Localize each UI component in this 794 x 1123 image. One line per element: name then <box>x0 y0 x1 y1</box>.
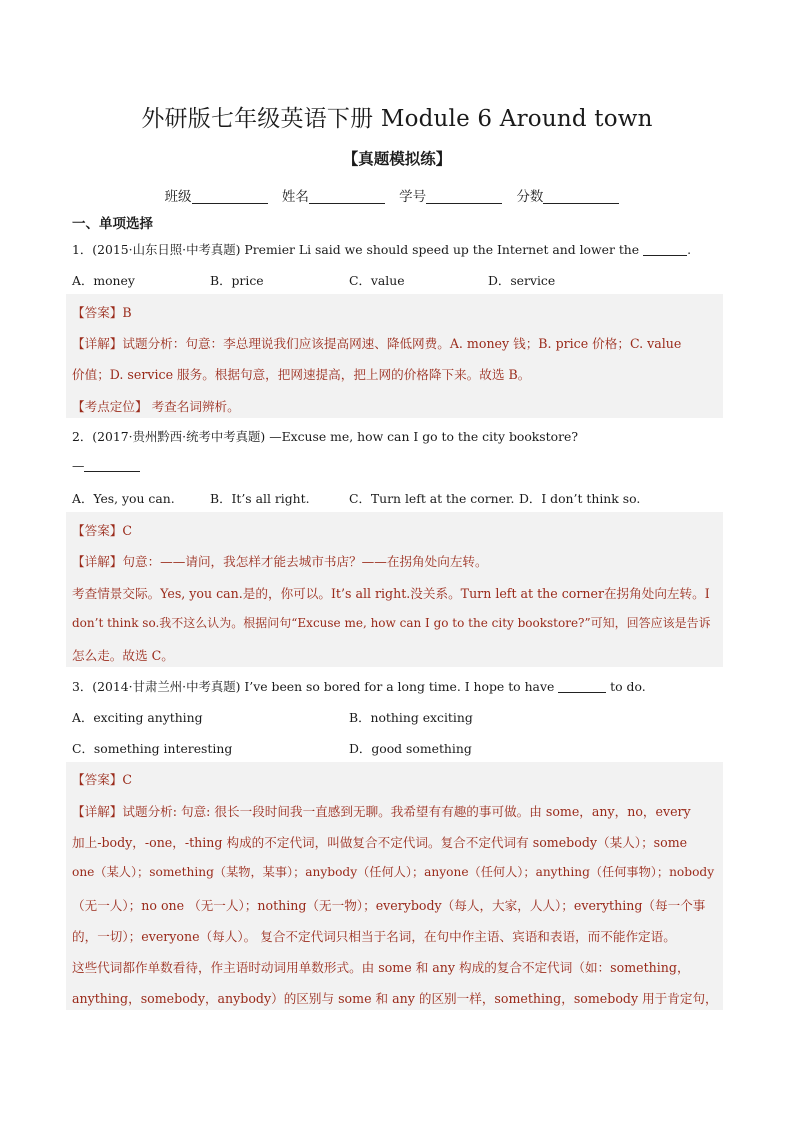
question-3-detail-line-1: 【详解】试题分析: 句意: 很长一段时间我一直感到无聊。我希望有有趣的事可做。由 some，any，no，every <box>72 804 691 819</box>
question-3-detail-line-2: 加上-body，-one，-thing 构成的不定代词，叫做复合不定代词。复合不定代词有 somebody（某人）；some <box>72 835 688 850</box>
question-2-dash: — <box>72 458 85 473</box>
class-blank[interactable] <box>192 189 268 204</box>
question-3-text: 3．(2014·甘肃兰州·中考真题) I’ve been so bored for a long time. I hope to have <box>72 679 559 694</box>
question-3-detail-line-7: anything，somebody，anybody）的区别与 some 和 any 的区别一样，something，somebody 用于肯定句， <box>72 991 718 1006</box>
question-3-end: to do. <box>606 679 646 694</box>
question-2-option-b: B．It’s all right. <box>210 491 310 506</box>
question-1-detail-line-1: 【详解】试题分析：句意：李总理说我们应该提高网速、降低网费。A. money 钱；B. price 价格；C. value <box>72 336 682 351</box>
question-3-option-d: D．good something <box>349 741 472 756</box>
student-id-label: 学号 <box>399 189 427 205</box>
question-1-end: . <box>687 242 692 257</box>
question-3-detail-line-6: 这些代词都作单数看待，作主语时动词用单数形式。由 some 和 any 构成的复合不定代词（如：something， <box>72 960 690 975</box>
question-2-answer: 【答案】C <box>72 523 133 538</box>
question-3-detail-line-4: （无一人）；no one （无一人）；nothing（无一物）；everybody（每人，大家，人人）；everything（每一个事 <box>72 898 706 913</box>
question-1-answer: 【答案】B <box>72 305 132 320</box>
class-label: 班级 <box>164 189 192 205</box>
document-subtitle: 【真题模拟练】 <box>342 149 452 168</box>
question-2-detail-line-1: 【详解】句意：——请问，我怎样才能去城市书店？——在拐角处向左转。 <box>72 554 488 569</box>
question-3-detail-line-3: one（某人）；something（某物，某事）；anybody（任何人）；anyone（任何人）；anything（任何事物）；nobody <box>72 865 715 879</box>
question-2-detail-line-3: don’t think so.我不这么认为。根据问句“Excuse me, how can I go to the city bookstore?”可知，回答应该是告诉 <box>72 616 711 630</box>
student-id-blank[interactable] <box>426 189 502 204</box>
question-3-detail-line-5: 的，一切）；everyone（每人）。 复合不定代词只相当于名词，在句中作主语、宾语和表语，而不能作定语。 <box>72 929 676 944</box>
question-1-option-c: C．value <box>349 273 405 288</box>
question-1-point: 【考点定位】 考查名词辨析。 <box>72 399 240 414</box>
question-1-detail-line-2: 价值；D. service 服务。根据句意，把网速提高，把上网的价格降下来。故选 B。 <box>72 367 531 382</box>
section-title: 一、单项选择 <box>72 216 153 232</box>
question-1-option-b: B．price <box>210 273 264 288</box>
question-2-option-d: D．I don’t think so. <box>519 491 641 506</box>
question-2-stem: 2．(2017·贵州黔西·统考中考真题) —Excuse me, how can I go to the city bookstore? <box>72 429 579 444</box>
question-2-detail-line-2: 考查情景交际。Yes, you can.是的，你可以。It’s all right.没关系。Turn left at the corner在拐角处向左转。I <box>72 586 710 601</box>
question-2-blank <box>84 459 140 472</box>
question-3-option-b: B．nothing exciting <box>349 710 473 725</box>
question-1-stem <box>72 240 691 258</box>
question-2-detail-line-4: 怎么走。故选 C。 <box>72 648 174 663</box>
student-info-row <box>0 185 794 205</box>
score-blank[interactable] <box>543 189 619 204</box>
question-1-option-a: A．money <box>72 273 135 288</box>
name-label: 姓名 <box>281 189 309 205</box>
question-1-option-d: D．service <box>488 273 556 288</box>
question-1-blank <box>643 243 687 256</box>
question-3-option-c: C．something interesting <box>72 741 233 756</box>
name-blank[interactable] <box>309 189 385 204</box>
document-title: 外研版七年级英语下册 Module 6 Around town <box>141 106 653 132</box>
question-1-text: 1．(2015·山东日照·中考真题) Premier Li said we should speed up the Internet and lower the <box>72 242 644 257</box>
question-3-blank <box>558 680 606 693</box>
question-2-option-c: C．Turn left at the corner. <box>349 491 515 506</box>
question-3-option-a: A．exciting anything <box>72 710 203 725</box>
question-3-stem <box>72 677 646 695</box>
question-2-reply <box>72 458 140 473</box>
question-2-option-a: A．Yes, you can. <box>72 491 175 506</box>
score-label: 分数 <box>516 189 544 205</box>
question-3-answer: 【答案】C <box>72 772 133 787</box>
